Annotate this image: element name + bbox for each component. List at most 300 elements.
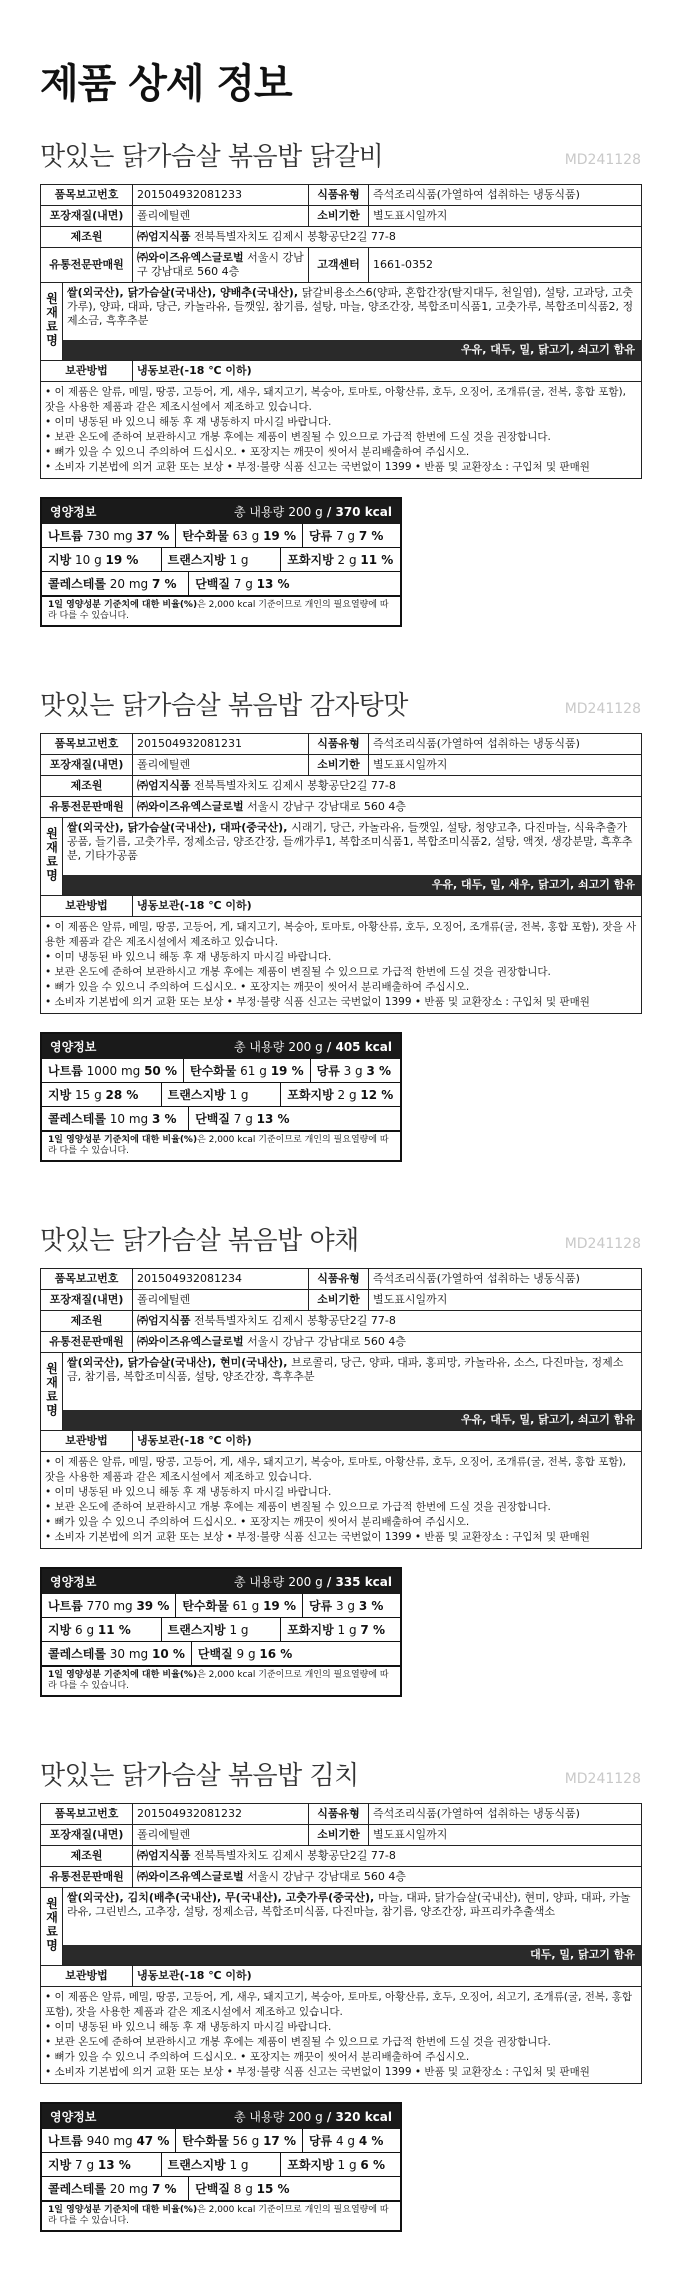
nutrient-cell: [303, 1594, 400, 1617]
nutrient-amount: 2 g: [333, 1088, 361, 1102]
product-code: MD241128: [564, 1771, 641, 1787]
nutrient-cell: [162, 548, 282, 571]
nutrient-name: 탄수화물: [182, 529, 229, 543]
footnote-bold: 1일 영양성분 기준치에 대한 비율(%): [48, 600, 198, 610]
ingredients-rest: 시래기, 당근, 카놀라유, 들깻잎, 설탕, 청양고추, 다진마늘, 식육추출가공품, 들기름, 고춧가루, 정제소금, 양조간장, 들깨가루1, 복합조미식품1, 복합조미식품2, 설탕, 액젓, 생강분말, 흑후추분, 기타가공품: [67, 821, 633, 862]
report-no-label: 품목보고번호: [41, 734, 133, 755]
nutrient-percent: 3 %: [358, 1599, 384, 1613]
ingredients-label: 원재료명: [41, 1353, 63, 1431]
nutrient-amount: 10 mg: [105, 1112, 152, 1126]
distributor-name: ㈜와이즈유엑스글로벌: [137, 1870, 244, 1883]
distributor-label: 유통전문판매원: [41, 248, 133, 283]
nutrient-amount: 7 g: [71, 2158, 98, 2172]
nutrient-percent: 13 %: [97, 2158, 131, 2172]
nutrition-rows: [42, 524, 400, 597]
expiry: 별도표시일까지: [369, 1290, 642, 1311]
nutrient-name: 콜레스테롤: [48, 1647, 106, 1661]
nutrient-cell: [281, 2153, 400, 2176]
nutrient-percent: 7 %: [358, 529, 384, 543]
nutrition-total: 총 내용량 200 g / 370 kcal: [234, 505, 392, 519]
total-kcal: 405 kcal: [335, 1040, 392, 1054]
manufacturer: [133, 1846, 642, 1867]
nutrient-name: 콜레스테롤: [48, 577, 106, 591]
total-kcal: 320 kcal: [335, 2110, 392, 2124]
distributor-label: 유통전문판매원: [41, 797, 133, 818]
nutrient-cell: [42, 2129, 176, 2152]
storage-label: 보관방법: [41, 1966, 133, 1987]
nutrient-amount: 9 g: [232, 1647, 260, 1661]
storage: 냉동보관(-18 ℃ 이하): [133, 896, 642, 917]
ingredients: [67, 821, 637, 871]
note-item: • 보관 온도에 준하여 보관하시고 개봉 후에는 제품이 변질될 수 있으므로 가급적 한번에 드실 것을 권장합니다.: [45, 1500, 637, 1515]
nutrient-percent: 11 %: [97, 1623, 131, 1637]
nutrient-name: 당류: [316, 1064, 340, 1078]
nutrient-percent: 19 %: [270, 1064, 304, 1078]
manufacturer-address: 전북특별자치도 김제시 봉황공단2길 77-8: [194, 1849, 396, 1862]
nutrient-name: 포화지방: [287, 1623, 334, 1637]
food-type: 즉석조리식품(가열하여 섭취하는 냉동식품): [369, 1804, 642, 1825]
product-section: [0, 1747, 681, 2232]
nutrition-title: 영양정보: [50, 1040, 97, 1054]
note-item: • 보관 온도에 준하여 보관하시고 개봉 후에는 제품이 변질될 수 있으므로 가급적 한번에 드실 것을 권장합니다.: [45, 2035, 637, 2050]
product-name: 맛있는 닭가슴살 볶음밥 김치: [40, 1761, 359, 1791]
nutrient-percent: 16 %: [259, 1647, 293, 1661]
storage-label: 보관방법: [41, 896, 133, 917]
ingredients-rest: 닭갈비용소스6(양파, 혼합간장(탈지대두, 천일염), 설탕, 고과당, 고춧가루), 양파, 대파, 당근, 카놀라유, 들깻잎, 참기름, 설탕, 마늘, 양조간장, 복합조미식품1, 고춧가루, 복합조미식품2, 정제소금, 흑후추분: [67, 286, 634, 327]
report-no-label: 품목보고번호: [41, 185, 133, 206]
product-code: MD241128: [564, 152, 641, 168]
food-type-label: 식품유형: [309, 1804, 369, 1825]
nutrient-cell: [42, 1618, 162, 1641]
nutrient-cell: [42, 1594, 176, 1617]
product-info-table: [40, 184, 642, 479]
nutrient-amount: 2 g: [333, 553, 361, 567]
nutrient-cell: [281, 1083, 400, 1106]
footnote-bold: 1일 영양성분 기준치에 대한 비율(%): [48, 2205, 198, 2215]
manufacturer-address: 전북특별자치도 김제시 봉황공단2길 77-8: [194, 1314, 396, 1327]
nutrient-amount: 770 mg: [82, 1599, 137, 1613]
nutrition-facts: [40, 497, 402, 627]
nutrient-percent: 11 %: [360, 553, 394, 567]
nutrient-cell: [42, 2177, 189, 2200]
nutrition-footnote: [42, 2202, 400, 2230]
note-item: • 뼈가 있을 수 있으니 주의하여 드십시오. • 포장지는 깨끗이 씻어서 분리배출하여 주십시오.: [45, 2050, 637, 2065]
nutrient-name: 포화지방: [287, 553, 334, 567]
nutrient-amount: 7 g: [229, 577, 257, 591]
total-kcal: 335 kcal: [335, 1575, 392, 1589]
note-item: • 뼈가 있을 수 있으니 주의하여 드십시오. • 포장지는 깨끗이 씻어서 분리배출하여 주십시오.: [45, 980, 637, 995]
nutrient-cell: [42, 548, 162, 571]
nutrient-name: 나트륨: [48, 2134, 83, 2148]
product-code: MD241128: [564, 701, 641, 717]
report-no-label: 품목보고번호: [41, 1804, 133, 1825]
nutrient-name: 나트륨: [48, 1599, 83, 1613]
nutrient-percent: 10 %: [152, 1647, 185, 1661]
ingredients-main: 쌀(외국산), 김치(배추(국내산), 무(국내산), 고춧가루(중국산),: [67, 1891, 379, 1904]
nutrition-total: 총 내용량 200 g / 335 kcal: [234, 1575, 392, 1589]
nutrition-rows: [42, 1059, 400, 1132]
nutrient-name: 탄수화물: [189, 1064, 237, 1078]
nutrition-rows: [42, 2129, 400, 2202]
nutrient-name: 지방: [48, 2158, 72, 2172]
note-item: • 보관 온도에 준하여 보관하시고 개봉 후에는 제품이 변질될 수 있으므로 가급적 한번에 드실 것을 권장합니다.: [45, 965, 637, 980]
nutrient-amount: 8 g: [229, 2182, 257, 2196]
nutrient-amount: 20 mg: [105, 577, 152, 591]
nutrient-amount: 15 g: [71, 1088, 106, 1102]
nutrition-header: [42, 1034, 400, 1059]
report-no-label: 품목보고번호: [41, 1269, 133, 1290]
nutrient-cell: [176, 524, 303, 547]
nutrient-amount: 1 g: [333, 2158, 361, 2172]
food-type-label: 식품유형: [309, 185, 369, 206]
nutrition-row: [42, 1618, 400, 1642]
packaging: 폴리에틸렌: [133, 1290, 309, 1311]
nutrition-row: [42, 1107, 400, 1132]
nutrient-amount: 1000 mg: [82, 1064, 145, 1078]
expiry: 별도표시일까지: [369, 1825, 642, 1846]
notes-cell: [41, 1452, 642, 1549]
product-info-table: [40, 733, 642, 1014]
nutrition-row: [42, 1594, 400, 1618]
product-name: 맛있는 닭가슴살 볶음밥 야채: [40, 1226, 359, 1256]
nutrient-name: 트랜스지방: [167, 1623, 226, 1637]
expiry-label: 소비기한: [309, 755, 369, 776]
product-header: [40, 128, 641, 184]
ingredients: [67, 1891, 637, 1941]
nutrient-amount: 1 g: [225, 553, 249, 567]
nutrient-cell: [162, 1618, 282, 1641]
nutrition-row: [42, 524, 400, 548]
expiry: 별도표시일까지: [369, 755, 642, 776]
product-list: [0, 128, 681, 2232]
nutrient-percent: 28 %: [105, 1088, 139, 1102]
nutrient-percent: 19 %: [263, 529, 296, 543]
nutrition-footnote: [42, 1132, 400, 1160]
nutrient-amount: 730 mg: [82, 529, 137, 543]
nutrient-name: 단백질: [195, 2182, 230, 2196]
report-no: 201504932081233: [133, 185, 309, 206]
storage-label: 보관방법: [41, 1431, 133, 1452]
total-amount: 200 g: [288, 1040, 323, 1054]
note-item: • 소비자 기본법에 의거 교환 또는 보상 • 부정·불량 식품 신고는 국번없이 1399 • 반품 및 교환장소 : 구입처 및 판매원: [45, 460, 637, 475]
product-name: 맛있는 닭가슴살 볶음밥 닭갈비: [40, 142, 384, 172]
nutrient-cell: [176, 1594, 303, 1617]
customer-center: 1661-0352: [369, 248, 642, 283]
nutrient-cell: [303, 2129, 400, 2152]
footnote-text: 은 2,000 kcal 기준이므로 개인의 필요열량에 따라 다를 수 있습니다.: [48, 600, 389, 621]
nutrient-cell: [162, 2153, 282, 2176]
notes-cell: [41, 917, 642, 1014]
nutrient-cell: [189, 2177, 400, 2200]
nutrient-cell: [189, 1107, 400, 1130]
nutrient-name: 나트륨: [48, 529, 83, 543]
storage: 냉동보관(-18 ℃ 이하): [133, 1966, 642, 1987]
food-type: 즉석조리식품(가열하여 섭취하는 냉동식품): [369, 734, 642, 755]
product-header: [40, 677, 641, 733]
note-item: • 이미 냉동된 바 있으니 해동 후 재 냉동하지 마시길 바랍니다.: [45, 415, 637, 430]
nutrition-footnote: [42, 1667, 400, 1695]
nutrient-name: 단백질: [195, 577, 230, 591]
product-section: [0, 1212, 681, 1697]
notes-list: [45, 1990, 637, 2080]
nutrient-cell: [192, 1642, 400, 1665]
notes-list: [45, 920, 637, 1010]
total-kcal: 370 kcal: [335, 505, 392, 519]
nutrient-cell: [42, 1059, 184, 1082]
distributor: [133, 248, 309, 283]
report-no: 201504932081232: [133, 1804, 309, 1825]
nutrient-amount: 30 mg: [105, 1647, 152, 1661]
nutrient-amount: 1 g: [225, 1623, 249, 1637]
nutrition-total: 총 내용량 200 g / 405 kcal: [234, 1040, 392, 1054]
total-amount: 200 g: [288, 505, 323, 519]
note-item: • 이 제품은 알류, 메밀, 땅콩, 고등어, 게, 돼지고기, 복숭아, 토마토, 아황산류, 호두, 오징어, 조개류(굴, 전복, 홍합 포함), 잣을 사용한 제품과 같은 제조시설에서 제조하고 있습니다.: [45, 920, 637, 950]
nutrient-name: 포화지방: [287, 2158, 334, 2172]
footnote-bold: 1일 영양성분 기준치에 대한 비율(%): [48, 1135, 198, 1145]
product-header: [40, 1747, 641, 1803]
storage: 냉동보관(-18 ℃ 이하): [133, 1431, 642, 1452]
nutrient-name: 포화지방: [287, 1088, 334, 1102]
total-label: 총 내용량: [234, 2110, 285, 2124]
nutrient-name: 지방: [48, 1623, 72, 1637]
report-no: 201504932081231: [133, 734, 309, 755]
nutrient-amount: 3 g: [339, 1064, 367, 1078]
nutrient-percent: 3 %: [152, 1112, 177, 1126]
nutrition-title: 영양정보: [50, 2110, 97, 2124]
nutrient-cell: [311, 1059, 400, 1082]
product-name: 맛있는 닭가슴살 볶음밥 감자탕맛: [40, 691, 408, 721]
packaging: 폴리에틸렌: [133, 755, 309, 776]
nutrient-cell: [42, 524, 176, 547]
ingredients-label: 원재료명: [41, 1888, 63, 1966]
manufacturer-label: 제조원: [41, 1311, 133, 1332]
manufacturer-address: 전북특별자치도 김제시 봉황공단2길 77-8: [194, 779, 396, 792]
note-item: • 이미 냉동된 바 있으니 해동 후 재 냉동하지 마시길 바랍니다.: [45, 2020, 637, 2035]
nutrition-rows: [42, 1594, 400, 1667]
nutrition-header: [42, 1569, 400, 1594]
manufacturer: [133, 1311, 642, 1332]
nutrient-amount: 61 g: [228, 1599, 264, 1613]
nutrient-amount: 63 g: [228, 529, 264, 543]
ingredients-main: 쌀(외국산), 닭가슴살(국내산), 양배추(국내산),: [67, 286, 302, 299]
nutrient-amount: 1 g: [225, 1088, 249, 1102]
nutrient-amount: 940 mg: [82, 2134, 137, 2148]
nutrient-percent: 13 %: [256, 577, 290, 591]
nutrient-percent: 12 %: [360, 1088, 394, 1102]
allergen-bar: 우유, 대두, 밀, 닭고기, 쇠고기 함유: [63, 340, 641, 360]
distributor-label: 유통전문판매원: [41, 1332, 133, 1353]
food-type: 즉석조리식품(가열하여 섭취하는 냉동식품): [369, 1269, 642, 1290]
footnote-text: 은 2,000 kcal 기준이므로 개인의 필요열량에 따라 다를 수 있습니다.: [48, 1135, 389, 1156]
allergen-bar: 우유, 대두, 밀, 새우, 닭고기, 쇠고기 함유: [63, 875, 641, 895]
nutrition-title: 영양정보: [50, 1575, 97, 1589]
expiry: 별도표시일까지: [369, 206, 642, 227]
nutrition-row: [42, 572, 400, 597]
total-label: 총 내용량: [234, 505, 285, 519]
packaging-label: 포장재질(내면): [41, 1290, 133, 1311]
nutrition-header: [42, 2104, 400, 2129]
ingredients: [67, 1356, 637, 1406]
ingredients-cell: [63, 283, 642, 361]
distributor: [133, 1332, 642, 1353]
nutrient-percent: 17 %: [263, 2134, 296, 2148]
distributor: [133, 1867, 642, 1888]
notes-cell: [41, 382, 642, 479]
allergen-bar: 우유, 대두, 밀, 닭고기, 쇠고기 함유: [63, 1410, 641, 1430]
food-type-label: 식품유형: [309, 1269, 369, 1290]
nutrient-percent: 15 %: [256, 2182, 290, 2196]
distributor-address: 서울시 강남구 강남대로 560 4층: [137, 251, 304, 278]
nutrition-total: 총 내용량 200 g / 320 kcal: [234, 2110, 392, 2124]
nutrient-name: 탄수화물: [182, 2134, 229, 2148]
page-title: 제품 상세 정보: [40, 61, 292, 107]
nutrient-percent: 47 %: [136, 2134, 170, 2148]
note-item: • 소비자 기본법에 의거 교환 또는 보상 • 부정·불량 식품 신고는 국번없이 1399 • 반품 및 교환장소 : 구입처 및 판매원: [45, 995, 637, 1010]
footnote-text: 은 2,000 kcal 기준이므로 개인의 필요열량에 따라 다를 수 있습니다.: [48, 1670, 389, 1691]
nutrient-percent: 7 %: [152, 577, 177, 591]
nutrient-percent: 19 %: [105, 553, 139, 567]
ingredients-main: 쌀(외국산), 닭가슴살(국내산), 현미(국내산),: [67, 1356, 292, 1369]
nutrition-row: [42, 2153, 400, 2177]
nutrient-cell: [42, 1107, 189, 1130]
food-type-label: 식품유형: [309, 734, 369, 755]
nutrient-percent: 19 %: [263, 1599, 296, 1613]
product-section: [0, 128, 681, 627]
manufacturer-name: ㈜엄지식품: [137, 1849, 191, 1862]
nutrition-footnote: [42, 597, 400, 625]
storage-label: 보관방법: [41, 361, 133, 382]
nutrient-cell: [42, 572, 189, 595]
storage: 냉동보관(-18 ℃ 이하): [133, 361, 642, 382]
nutrient-amount: 10 g: [71, 553, 106, 567]
note-item: • 이미 냉동된 바 있으니 해동 후 재 냉동하지 마시길 바랍니다.: [45, 950, 637, 965]
nutrient-amount: 56 g: [228, 2134, 264, 2148]
distributor-address: 서울시 강남구 강남대로 560 4층: [247, 1870, 407, 1883]
nutrient-name: 지방: [48, 1088, 72, 1102]
nutrient-name: 지방: [48, 553, 72, 567]
distributor-name: ㈜와이즈유엑스글로벌: [137, 1335, 244, 1348]
nutrition-row: [42, 1083, 400, 1107]
nutrient-amount: 1 g: [225, 2158, 249, 2172]
manufacturer-name: ㈜엄지식품: [137, 779, 191, 792]
packaging: 폴리에틸렌: [133, 206, 309, 227]
ingredients-label: 원재료명: [41, 283, 63, 361]
allergen-bar: 대두, 밀, 닭고기 함유: [63, 1945, 641, 1965]
nutrition-title: 영양정보: [50, 505, 97, 519]
packaging-label: 포장재질(내면): [41, 206, 133, 227]
packaging-label: 포장재질(내면): [41, 755, 133, 776]
nutrient-percent: 4 %: [358, 2134, 384, 2148]
nutrition-row: [42, 2177, 400, 2202]
nutrition-row: [42, 548, 400, 572]
nutrient-amount: 20 mg: [105, 2182, 152, 2196]
nutrient-percent: 39 %: [136, 1599, 170, 1613]
nutrient-cell: [42, 1642, 192, 1665]
nutrient-cell: [162, 1083, 282, 1106]
note-item: • 보관 온도에 준하여 보관하시고 개봉 후에는 제품이 변질될 수 있으므로 가급적 한번에 드실 것을 권장합니다.: [45, 430, 637, 445]
note-item: • 뼈가 있을 수 있으니 주의하여 드십시오. • 포장지는 깨끗이 씻어서 분리배출하여 주십시오.: [45, 1515, 637, 1530]
distributor: [133, 797, 642, 818]
ingredients-cell: [63, 818, 642, 896]
note-item: • 이미 냉동된 바 있으니 해동 후 재 냉동하지 마시길 바랍니다.: [45, 1485, 637, 1500]
ingredients-rest: 브로콜리, 당근, 양파, 대파, 홍피망, 카놀라유, 소스, 다진마늘, 정제소금, 참기름, 복합조미식품, 설탕, 양조간장, 흑후추분: [67, 1356, 624, 1383]
nutrient-amount: 1 g: [333, 1623, 361, 1637]
note-item: • 이 제품은 알류, 메밀, 땅콩, 고등어, 게, 새우, 돼지고기, 복숭아, 토마토, 아황산류, 호두, 오징어, 조개류(굴, 전복, 홍합 포함), 잣을 사용한 제품과 같은 제조시설에서 제조하고 있습니다.: [45, 1455, 637, 1485]
customer-center-label: 고객센터: [309, 248, 369, 283]
nutrient-cell: [184, 1059, 311, 1082]
nutrient-percent: 6 %: [360, 2158, 385, 2172]
distributor-label: 유통전문판매원: [41, 1867, 133, 1888]
product-info-table: [40, 1803, 642, 2084]
nutrient-cell: [281, 1618, 400, 1641]
nutrient-amount: 7 g: [332, 529, 359, 543]
manufacturer-label: 제조원: [41, 227, 133, 248]
nutrient-amount: 61 g: [236, 1064, 271, 1078]
nutrition-header: [42, 499, 400, 524]
note-item: • 이 제품은 알류, 메밀, 땅콩, 고등어, 게, 새우, 돼지고기, 복숭아, 토마토, 아황산류, 호두, 오징어, 쇠고기, 조개류(굴, 전복, 홍합 포함), 잣을 사용한 제품과 같은 제조시설에서 제조하고 있습니다.: [45, 1990, 637, 2020]
nutrient-name: 단백질: [197, 1647, 233, 1661]
notes-cell: [41, 1987, 642, 2084]
nutrient-name: 트랜스지방: [167, 2158, 226, 2172]
nutrient-percent: 13 %: [256, 1112, 290, 1126]
manufacturer-label: 제조원: [41, 776, 133, 797]
note-item: • 소비자 기본법에 의거 교환 또는 보상 • 부정·불량 식품 신고는 국번없이 1399 • 반품 및 교환장소 : 구입처 및 판매원: [45, 2065, 637, 2080]
ingredients-label: 원재료명: [41, 818, 63, 896]
nutrient-amount: 6 g: [71, 1623, 98, 1637]
manufacturer: [133, 227, 642, 248]
nutrient-cell: [303, 524, 400, 547]
nutrient-name: 나트륨: [48, 1064, 83, 1078]
packaging: 폴리에틸렌: [133, 1825, 309, 1846]
nutrient-name: 단백질: [195, 1112, 230, 1126]
expiry-label: 소비기한: [309, 1825, 369, 1846]
ingredients-rest: 마늘, 대파, 닭가슴살(국내산), 현미, 양파, 대파, 카놀라유, 그린빈스, 고추장, 설탕, 정제소금, 복합조미식품, 다진마늘, 참기름, 양조간장, 파프리카추출색소: [67, 1891, 631, 1918]
report-no: 201504932081234: [133, 1269, 309, 1290]
nutrient-name: 콜레스테롤: [48, 2182, 106, 2196]
total-label: 총 내용량: [234, 1040, 285, 1054]
nutrient-name: 콜레스테롤: [48, 1112, 106, 1126]
expiry-label: 소비기한: [309, 206, 369, 227]
nutrient-name: 당류: [308, 1599, 333, 1613]
ingredients-cell: [63, 1353, 642, 1431]
footnote-bold: 1일 영양성분 기준치에 대한 비율(%): [48, 1670, 198, 1680]
nutrition-facts: [40, 1567, 402, 1697]
nutrient-cell: [42, 2153, 162, 2176]
notes-list: [45, 1455, 637, 1545]
product-header: [40, 1212, 641, 1268]
nutrient-cell: [189, 572, 400, 595]
nutrition-row: [42, 2129, 400, 2153]
nutrient-name: 당류: [308, 529, 333, 543]
manufacturer-label: 제조원: [41, 1846, 133, 1867]
ingredients-cell: [63, 1888, 642, 1966]
nutrition-row: [42, 1059, 400, 1083]
ingredients: [67, 286, 637, 336]
total-label: 총 내용량: [234, 1575, 285, 1589]
manufacturer: [133, 776, 642, 797]
note-item: • 뼈가 있을 수 있으니 주의하여 드십시오. • 포장지는 깨끗이 씻어서 분리배출하여 주십시오.: [45, 445, 637, 460]
nutrient-name: 트랜스지방: [167, 1088, 226, 1102]
notes-list: [45, 385, 637, 475]
nutrient-percent: 7 %: [360, 1623, 385, 1637]
product-code: MD241128: [564, 1236, 641, 1252]
nutrient-name: 트랜스지방: [167, 553, 226, 567]
nutrient-percent: 3 %: [366, 1064, 392, 1078]
nutrient-percent: 50 %: [144, 1064, 177, 1078]
nutrient-amount: 7 g: [229, 1112, 257, 1126]
distributor-name: ㈜와이즈유엑스글로벌: [137, 800, 244, 813]
nutrient-amount: 4 g: [332, 2134, 359, 2148]
